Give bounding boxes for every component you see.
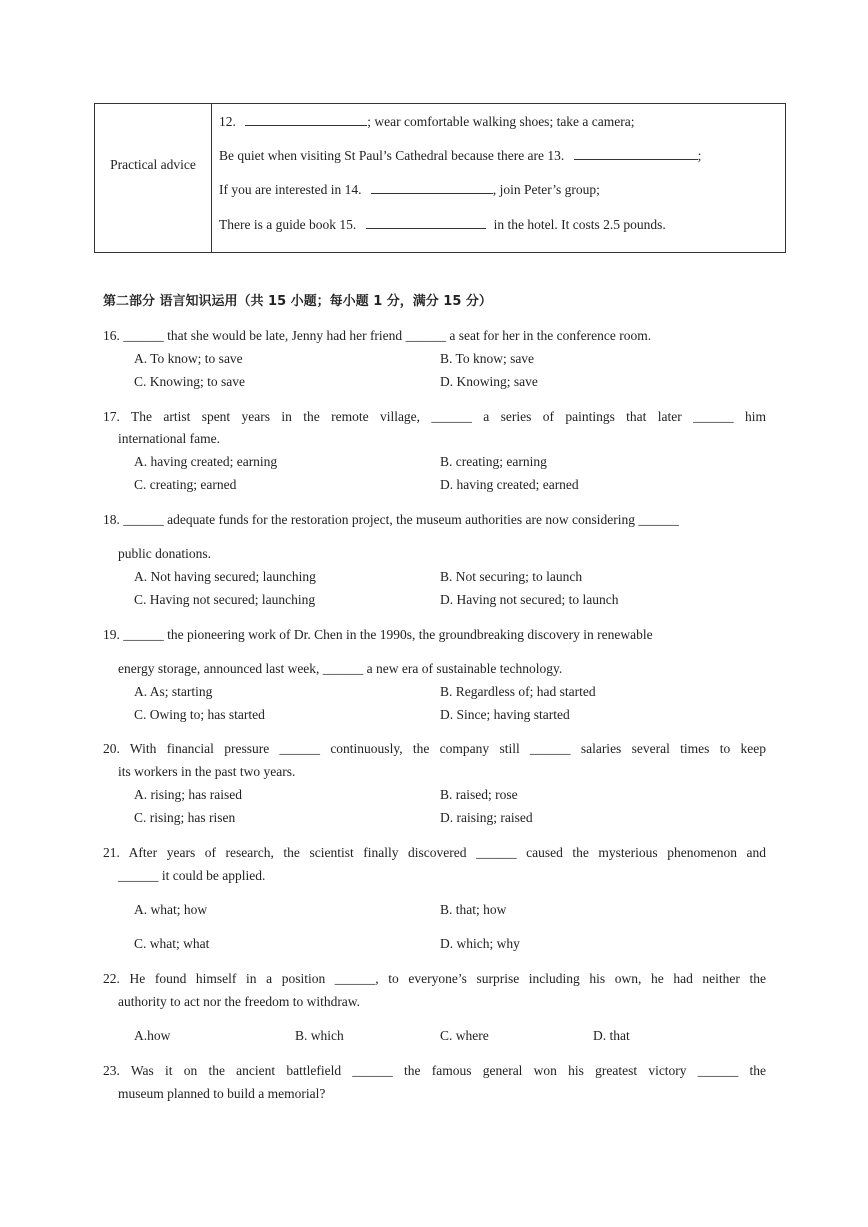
answer-blank-12[interactable]: [245, 112, 367, 126]
question-22-stem-cont: authority to act nor the freedom to withdraw.: [118, 994, 361, 1009]
question-19-option-c[interactable]: C. Owing to; has started: [134, 707, 265, 722]
question-21-option-b[interactable]: B. that; how: [440, 902, 507, 917]
question-23-stem: 23. Was it on the ancient battlefield ______ the famous general won his greatest victory ______ the: [103, 1063, 766, 1078]
question-16-stem: 16. ______ that she would be late, Jenny had her friend ______ a seat for her in the conference room.: [103, 328, 652, 343]
question-21-stem: 21. After years of research, the scientist finally discovered ______ caused the mysterious phenomenon and: [103, 845, 766, 860]
question-17-option-a[interactable]: A. having created; earning: [134, 454, 278, 469]
question-17-option-c[interactable]: C. creating; earned: [134, 477, 237, 492]
question-18-option-a[interactable]: A. Not having secured; launching: [134, 569, 316, 584]
practical-advice-table: [94, 103, 786, 253]
question-19-stem-cont: energy storage, announced last week, ______ a new era of sustainable technology.: [118, 661, 563, 676]
question-16-option-d[interactable]: D. Knowing; save: [440, 374, 538, 389]
question-18-option-b[interactable]: B. Not securing; to launch: [440, 569, 583, 584]
advice-line-15: There is a guide book 15. in the hotel. It costs 2.5 pounds.: [219, 217, 666, 232]
question-20-stem-cont: its workers in the past two years.: [118, 764, 296, 779]
question-22-option-d[interactable]: D. that: [593, 1028, 630, 1043]
advice-line-14: If you are interested in 14. , join Peter’s group;: [219, 182, 600, 197]
question-17-option-d[interactable]: D. having created; earned: [440, 477, 579, 492]
question-22-option-a[interactable]: A.how: [134, 1028, 171, 1043]
question-20-option-d[interactable]: D. raising; raised: [440, 810, 533, 825]
question-16-option-b[interactable]: B. To know; save: [440, 351, 535, 366]
question-20-option-c[interactable]: C. rising; has risen: [134, 810, 236, 825]
question-19-option-a[interactable]: A. As; starting: [134, 684, 213, 699]
table-content-cell: [212, 104, 785, 252]
question-22-stem: 22. He found himself in a position ______, to everyone’s surprise including his own, he had neither the: [103, 971, 766, 986]
question-20-option-b[interactable]: B. raised; rose: [440, 787, 518, 802]
table-label-cell: [95, 104, 212, 252]
table-label: Practical advice: [110, 157, 196, 172]
answer-blank-14[interactable]: [371, 180, 493, 194]
question-21-option-a[interactable]: A. what; how: [134, 902, 208, 917]
question-16-option-a[interactable]: A. To know; to save: [134, 351, 243, 366]
question-19-option-d[interactable]: D. Since; having started: [440, 707, 570, 722]
question-18-option-c[interactable]: C. Having not secured; launching: [134, 592, 316, 607]
question-20-option-a[interactable]: A. rising; has raised: [134, 787, 242, 802]
advice-line-13: Be quiet when visiting St Paul’s Cathedral because there are 13. ;: [219, 148, 702, 163]
question-23-stem-cont: museum planned to build a memorial?: [118, 1086, 326, 1101]
question-22-option-c[interactable]: C. where: [440, 1028, 489, 1043]
question-21-stem-cont: ______ it could be applied.: [118, 868, 266, 883]
question-20-stem: 20. With financial pressure ______ continuously, the company still ______ salaries several times to keep: [103, 741, 766, 756]
answer-blank-15[interactable]: [366, 215, 486, 229]
question-21-option-c[interactable]: C. what; what: [134, 936, 210, 951]
question-17-stem: 17. The artist spent years in the remote village, ______ a series of paintings that later ______ him: [103, 409, 766, 424]
section-title: 第二部分 语言知识运用（共 15 小题；每小题 1 分，满分 15 分）: [103, 294, 492, 309]
question-18-stem-cont: public donations.: [118, 546, 211, 561]
question-17-stem-cont: international fame.: [118, 431, 220, 446]
question-17-option-b[interactable]: B. creating; earning: [440, 454, 547, 469]
answer-blank-13[interactable]: [574, 146, 698, 160]
question-22-option-b[interactable]: B. which: [295, 1028, 344, 1043]
question-19-stem: 19. ______ the pioneering work of Dr. Chen in the 1990s, the groundbreaking discovery in renewable: [103, 627, 653, 642]
question-16-option-c[interactable]: C. Knowing; to save: [134, 374, 245, 389]
question-18-stem: 18. ______ adequate funds for the restoration project, the museum authorities are now considering ______: [103, 512, 679, 527]
question-21-option-d[interactable]: D. which; why: [440, 936, 520, 951]
question-18-option-d[interactable]: D. Having not secured; to launch: [440, 592, 619, 607]
advice-line-12: 12. ; wear comfortable walking shoes; take a camera;: [219, 114, 635, 129]
question-19-option-b[interactable]: B. Regardless of; had started: [440, 684, 596, 699]
